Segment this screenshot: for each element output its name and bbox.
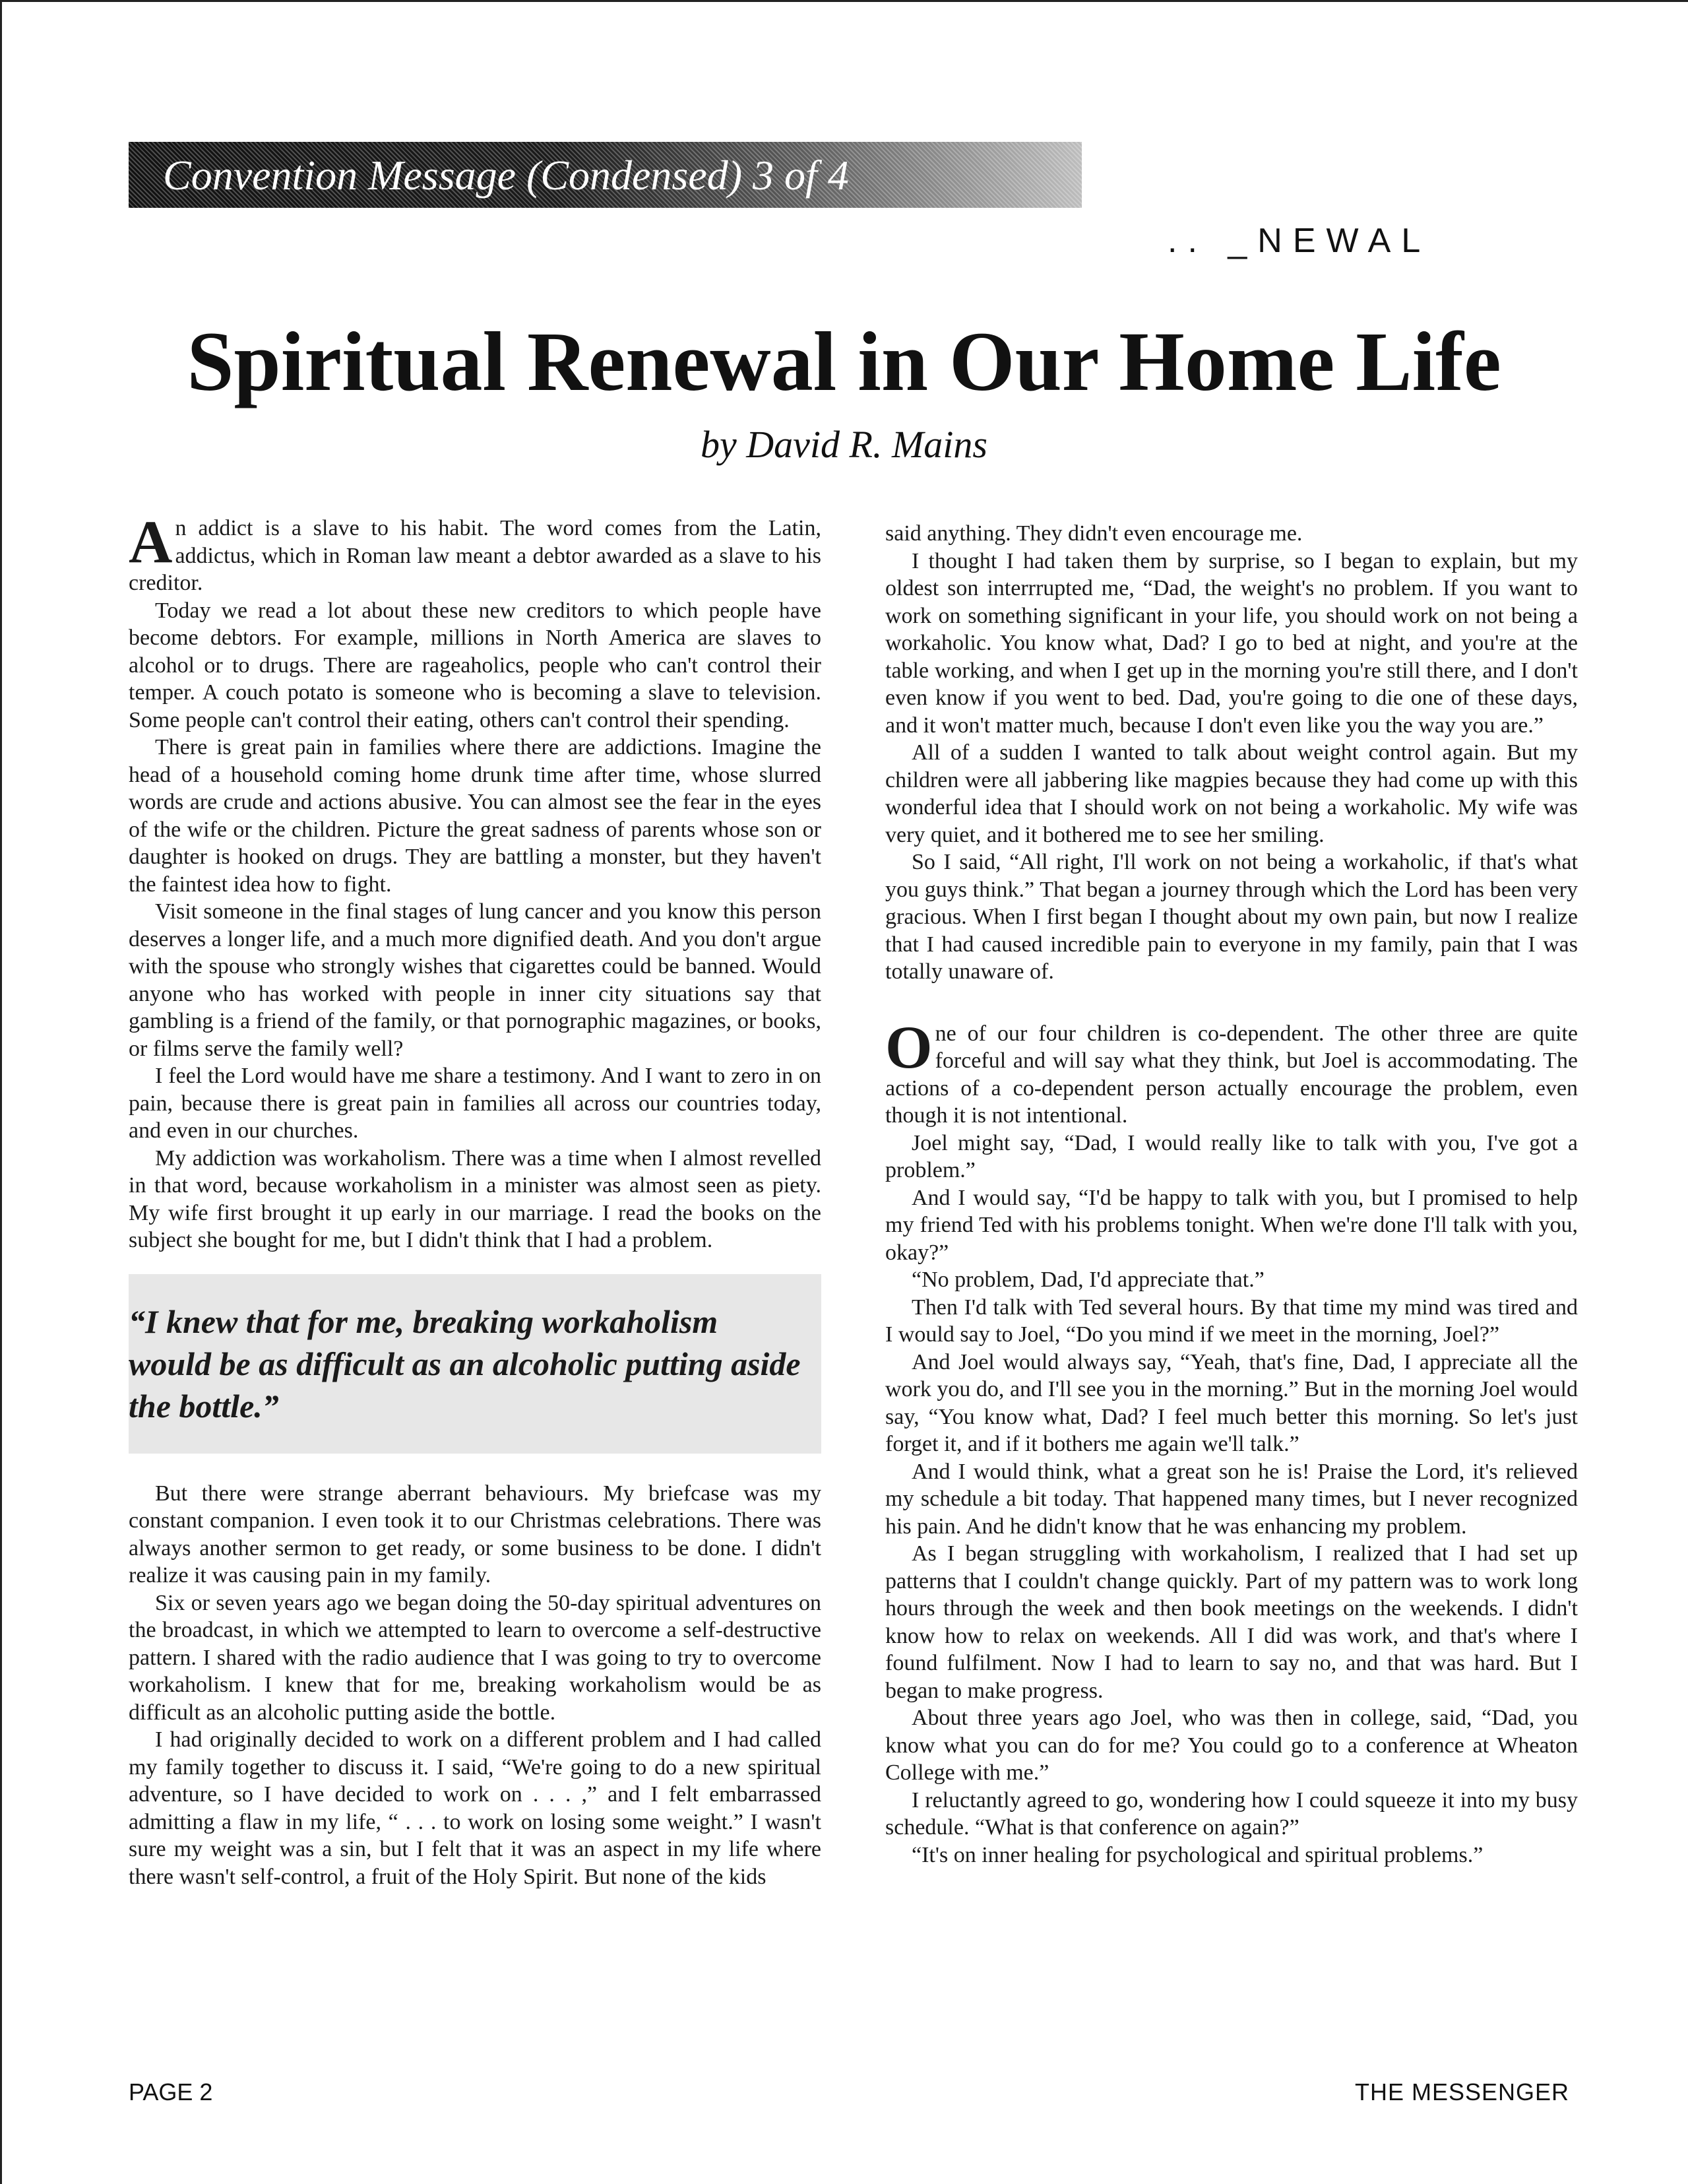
drop-cap: O — [885, 1013, 933, 1081]
paragraph: “It's on inner healing for psychological and spiritual problems.” — [912, 1842, 1484, 1867]
drop-cap: A — [129, 508, 173, 575]
paragraph: And I would say, “I'd be happy to talk with you, but I promised to help my friend Ted with his problems tonight. When we're done I'll talk with you, okay?” — [885, 1185, 1578, 1265]
paragraph: There is great pain in families where there are addictions. Imagine the head of a household coming home drunk time after time, whose slurred words are crude and actions abusive. You can almost see the fear in the eyes of the wife or the children. Picture the great sadness of parents whose son or daughter is hooked on drugs. They are battling a monster, but they haven't the faintest idea how to fight. — [129, 735, 821, 897]
paragraph: And I would think, what a great son he is! Praise the Lord, it's relieved my schedule a bit today. That happened many times, but I never recognized his pain. And he didn't know that he was enhancing my problem. — [885, 1459, 1578, 1539]
paragraph: And Joel would always say, “Yeah, that's fine, Dad, I appreciate all the work you do, and I'll see you in the morning.” But in the morning Joel would say, “You know what, Dad? I feel much better this morning. So let's just forget it, and if it bothers me again we'll talk.” — [885, 1349, 1578, 1456]
paragraph: “No problem, Dad, I'd appreciate that.” — [912, 1268, 1265, 1292]
paragraph: Six or seven years ago we began doing the 50-day spiritual adventures on the broadcast, in which we attempted to learn to overcome a self-destructive pattern. I shared with the radio audience that I was going to try to overcome workaholism. I knew that for me, breaking workaholism would be as difficult as an alcoholic putting aside the bottle. — [129, 1590, 821, 1725]
paragraph: I reluctantly agreed to go, wondering how I could squeeze it into my busy schedule. “What is that conference on again?” — [885, 1787, 1578, 1840]
paragraph: I had originally decided to work on a different problem and I had called my family together to discuss it. I said, “We're going to do a new spiritual adventure, so I have decided to work on . . . ,” and I felt embarrassed admitting a flaw in my life, “ . . . to work on losing some weight.” I wasn't sure my weight was a sin, but I felt that it was an aspect in my life where there wasn't self-control, a fruit of the Holy Spirit. But none of the kids — [129, 1727, 821, 1889]
pull-quote: “I knew that for me, breaking workaholism would be as difficult as an alcoholic putting aside the bottle.” — [129, 1274, 821, 1454]
banner-label: Convention Message (Condensed) 3 of 4 — [163, 152, 849, 199]
series-banner — [129, 142, 1082, 208]
paragraph: I feel the Lord would have me share a testimony. And I want to zero in on pain, because there is great pain in families all across our countries today, and even in our churches. — [129, 1064, 821, 1143]
paragraph: Today we read a lot about these new creditors to which people have become debtors. For example, millions in North America are slaves to alcohol or to drugs. There are rageaholics, people who can't control their temper. A couch potato is someone who is becoming a slave to television. Some people can't control their eating, others can't control their spending. — [129, 598, 821, 732]
paragraph: All of a sudden I wanted to talk about weight control again. But my children were all jabbering like magpies because they had come up with this wonderful idea that I should work on not being a workaholic. My wife was very quiet, and it bothered me to see her smiling. — [885, 740, 1578, 847]
article-title: Spiritual Renewal in Our Home Life — [187, 315, 1501, 408]
paragraph: About three years ago Joel, who was then in college, said, “Dad, you know what you can do for me? You could go to a conference at Wheaton College with me.” — [885, 1706, 1578, 1785]
section-tag: .. _NEWAL — [1168, 222, 1431, 260]
paragraph: Visit someone in the final stages of lung cancer and you know this person deserves a longer life, and a much more dignified death. And you don't argue with the spouse who strongly wishes that cigarettes could be banned. Would anyone who has worked with people in inner city situations say that gambling is a friend of the family, or that pornographic magazines, or books, or films serve the family well? — [129, 899, 821, 1061]
page-number: PAGE 2 — [129, 2078, 213, 2105]
paragraph: But there were strange aberrant behaviours. My briefcase was my constant companion. I even took it to our Christmas celebrations. There was always another sermon to get ready, or some business to be done. I didn't realize it was causing pain in my family. — [129, 1481, 821, 1588]
section-break — [885, 986, 1578, 1020]
paragraph: said anything. They didn't even encourage me. — [885, 521, 1303, 546]
article-byline: by David R. Mains — [701, 423, 987, 466]
publication-name: THE MESSENGER — [1354, 2078, 1569, 2105]
left-column — [129, 508, 821, 1890]
paragraph: One of our four children is co-dependent. The other three are quite forceful and will say what they think, but Joel is accommodating. The actions of a co-dependent person actually encourage the problem, even though it is not intentional. — [885, 1013, 1578, 1128]
paragraph: So I said, “All right, I'll work on not being a workaholic, if that's what you guys think.” That began a journey through which the Lord has been very gracious. When I first began I thought about my own pain, but now I realize that I had caused incredible pain to everyone in my family, pain that I was totally unaware of. — [885, 850, 1578, 984]
right-column — [885, 520, 1578, 1869]
paragraph: Joel might say, “Dad, I would really like to talk with you, I've got a problem.” — [885, 1130, 1578, 1182]
paragraph: My addiction was workaholism. There was a time when I almost revelled in that word, because workaholism in a minister was almost seen as piety. My wife first brought it up early in our marriage. I read the books on the subject she bought for me, but I didn't think that I had a problem. — [129, 1145, 821, 1252]
paragraph: Then I'd talk with Ted several hours. By that time my mind was tired and I would say to Joel, “Do you mind if we meet in the morning, Joel?” — [885, 1295, 1578, 1347]
paragraph: As I began struggling with workaholism, I realized that I had set up patterns that I couldn't change quickly. Part of my pattern was to work long hours through the week and then book meetings on the weekends. I didn't know how to relax on weekends. All I did was work, and that's where I found fulfilment. Now I had to learn to say no, and that was hard. But I began to make progress. — [885, 1541, 1578, 1703]
paragraph: I thought I had taken them by surprise, so I began to explain, but my oldest son interrrupted me, “Dad, the weight's no problem. If you want to work on something significant in your life, you should work on not being a workaholic. You know what, Dad? I go to bed at night, and you're at the table working, and when I get up in the morning you're still there, and I don't even know if you went to bed. Dad, you're going to die one of these days, and it won't matter much, because I don't even like you the way you are.” — [885, 548, 1578, 738]
paragraph: An addict is a slave to his habit. The word comes from the Latin, addictus, which in Roman law meant a debtor awarded as a slave to his creditor. — [129, 508, 821, 595]
